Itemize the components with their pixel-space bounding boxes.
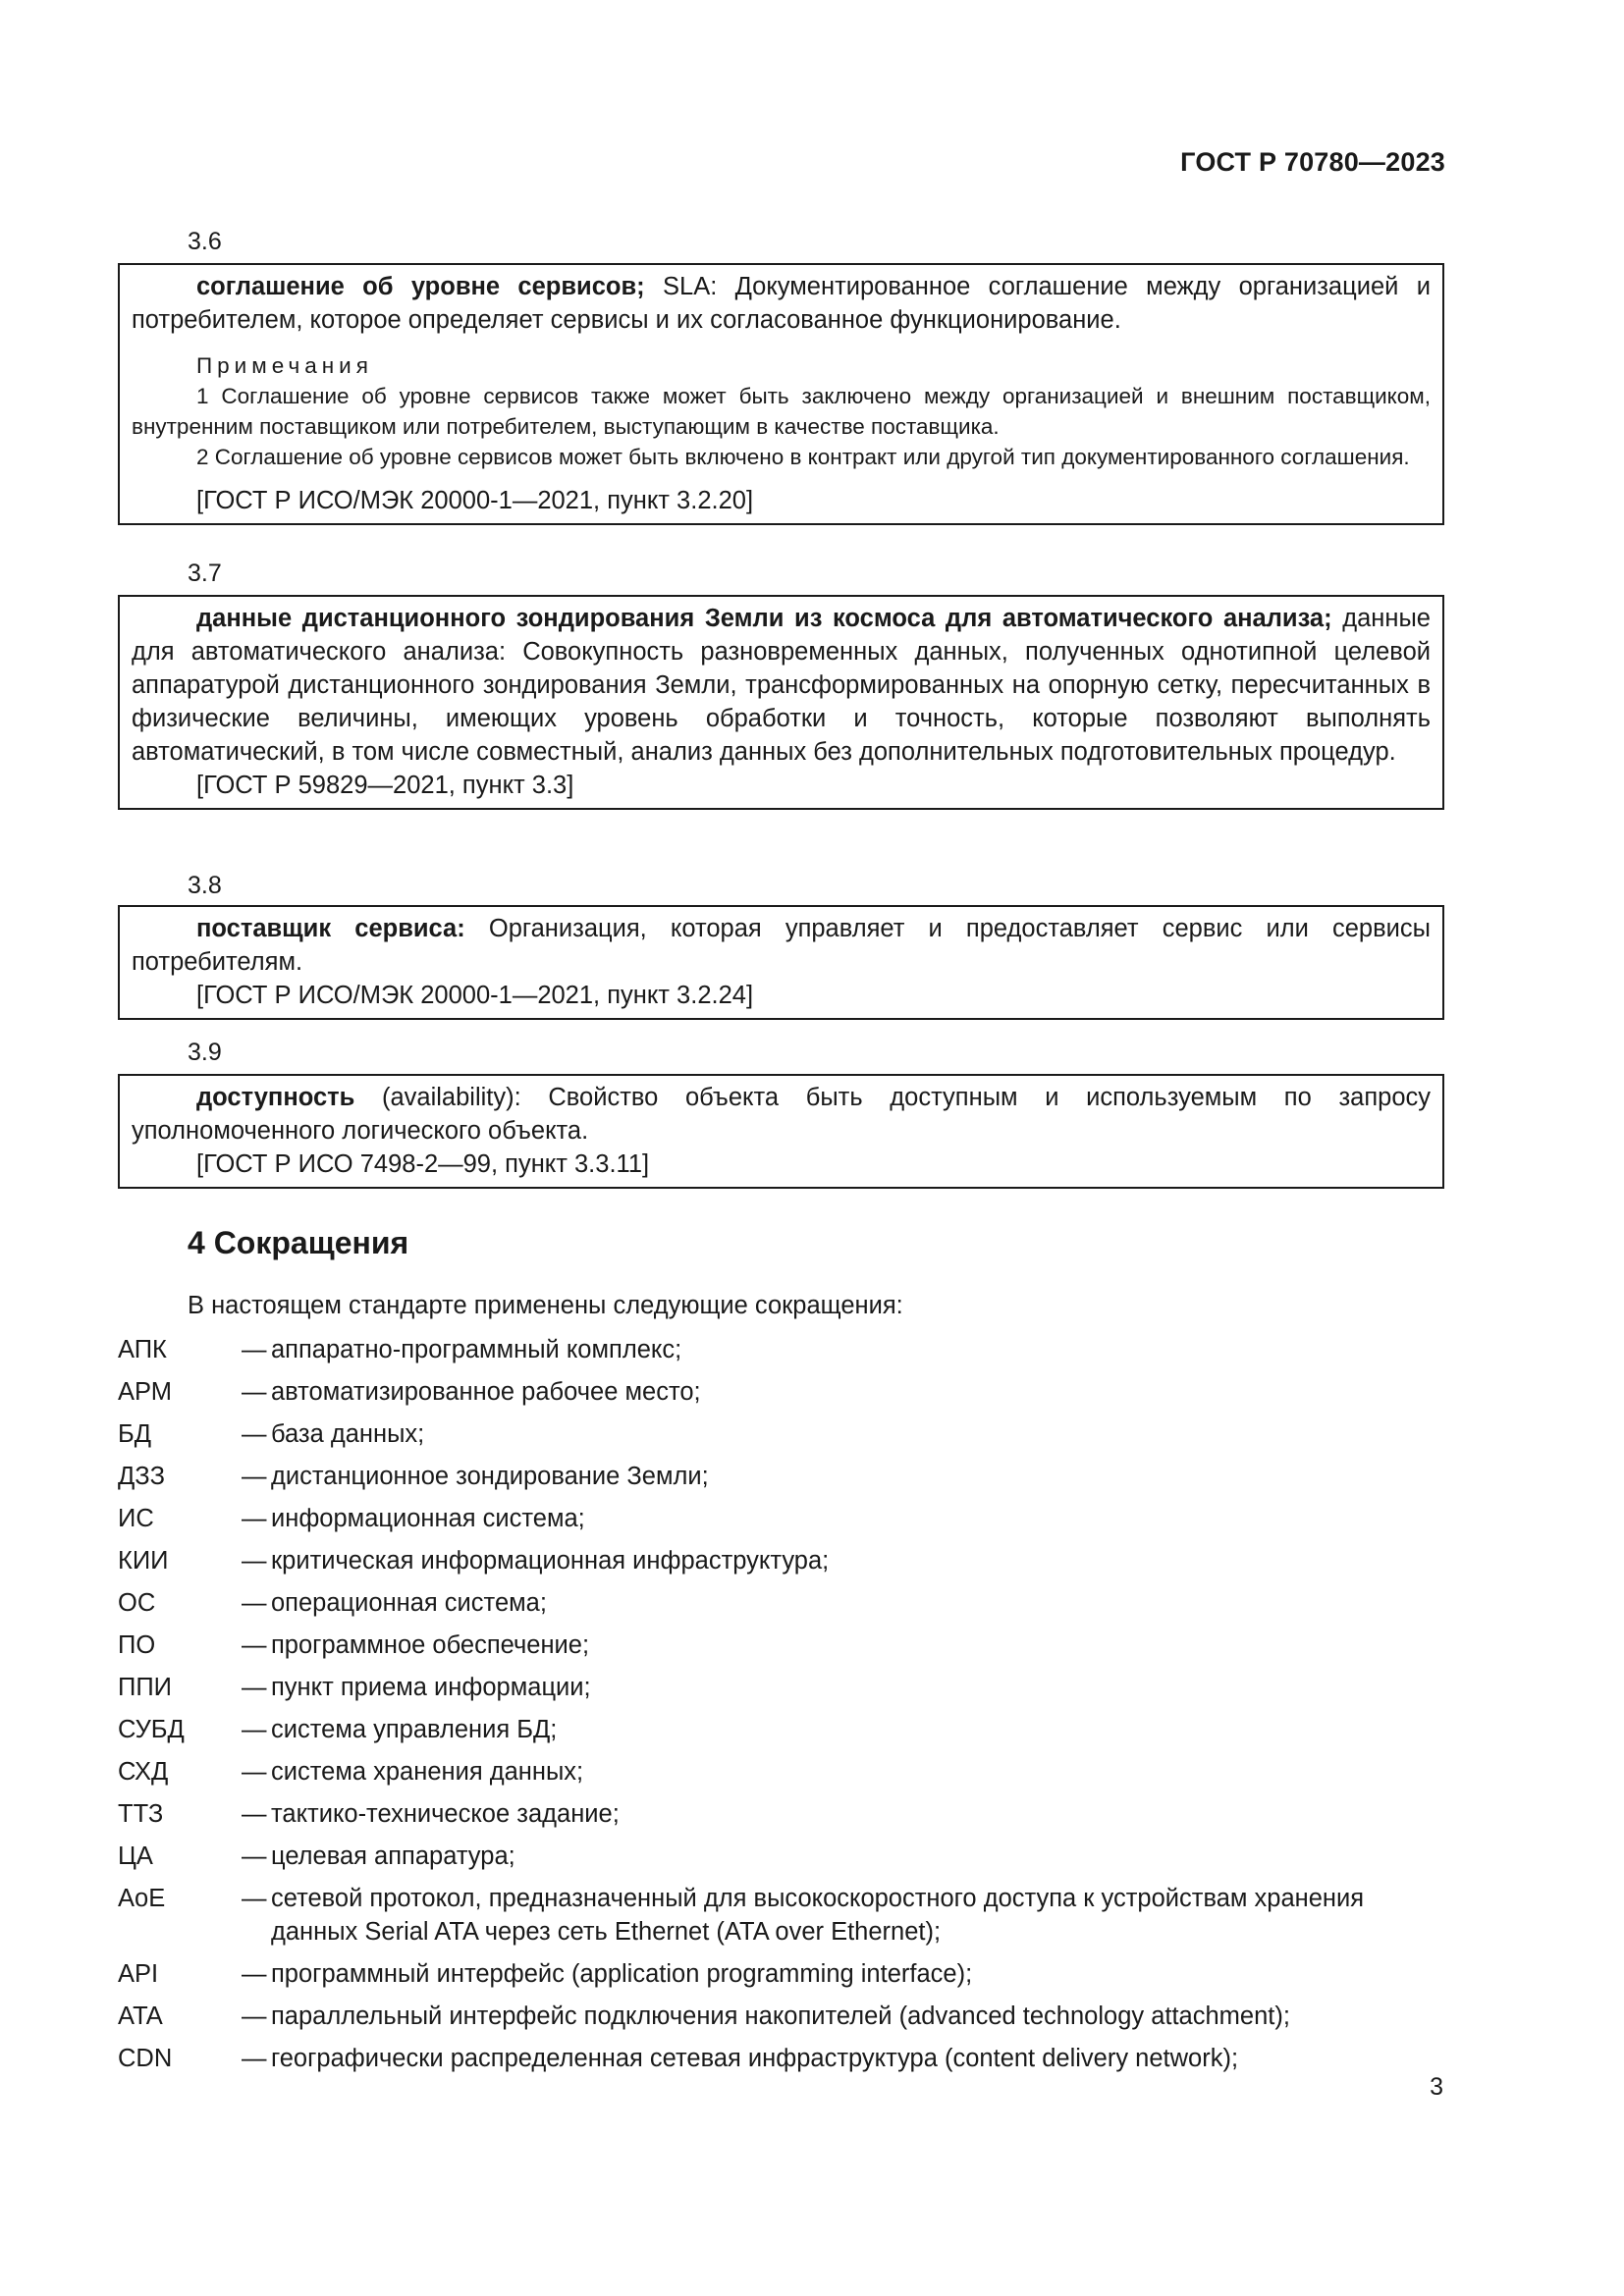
em-dash: — xyxy=(242,1336,267,1363)
em-dash: — xyxy=(242,1589,267,1617)
abbreviation-description: операционная система; xyxy=(271,1589,547,1617)
term-source: [ГОСТ Р 59829—2021, пункт 3.3] xyxy=(196,772,574,799)
page-number: 3 xyxy=(1430,2073,1443,2101)
abbreviation-description: критическая информационная инфраструктура; xyxy=(271,1547,830,1575)
em-dash: — xyxy=(242,1631,267,1659)
term-definition xyxy=(132,912,1431,979)
abbreviation-description: дистанционное зондирование Земли; xyxy=(271,1463,709,1490)
definition-text: SLA: Документированное соглашение между организацией и потребителем, которое определяет сервисы и их согласованное функционирование. xyxy=(132,273,1431,334)
term-number: 3.9 xyxy=(188,1039,222,1066)
abbreviation-row xyxy=(118,1840,1444,1882)
abbreviation-term: ATA xyxy=(118,2002,163,2030)
em-dash: — xyxy=(242,1842,267,1870)
abbreviation-row xyxy=(118,1629,1444,1671)
abbreviation-term: AoE xyxy=(118,1885,166,1912)
abbreviation-description: система хранения данных; xyxy=(271,1758,584,1786)
abbreviation-row xyxy=(118,1957,1444,2000)
term-box-3-6 xyxy=(118,263,1444,525)
note-item: 2 Соглашение об уровне сервисов может быть включено в контракт или другой тип документированного соглашения. xyxy=(196,445,1410,469)
notes-title: Примечания xyxy=(196,353,373,378)
abbreviation-description: автоматизированное рабочее место; xyxy=(271,1378,701,1406)
abbreviation-row xyxy=(118,1797,1444,1840)
abbreviation-row xyxy=(118,1333,1444,1375)
section-title: 4 Сокращения xyxy=(188,1225,409,1260)
abbreviation-term: CDN xyxy=(118,2045,173,2072)
definition-text: (availability): Свойство объекта быть доступным и используемым по запросу уполномоченного логического объекта. xyxy=(132,1084,1432,1145)
abbreviation-description: программное обеспечение; xyxy=(271,1631,590,1659)
abbreviation-description: база данных; xyxy=(271,1420,425,1448)
abbreviation-description: географически распределенная сетевая инфраструктура (content delivery network); xyxy=(271,2045,1239,2072)
em-dash: — xyxy=(242,1758,267,1786)
abbreviation-term: ИС xyxy=(118,1505,154,1532)
definition-text: данные для автоматического анализа: Совокупность разновременных данных, полученных однотипной целевой аппаратурой дистанционного зондирования Земли, трансформированных на опорную сетку, пересчитанных в физические величины, имеющих уровень обработки и точность, которые позволяют выполнять автоматический, в том числе совместный, анализ данных без дополнительных подготовительных процедур. xyxy=(132,605,1431,766)
abbreviation-description: программный интерфейс (application programming interface); xyxy=(271,1960,973,1988)
term-name: поставщик сервиса: xyxy=(196,915,465,942)
abbreviation-row xyxy=(118,1882,1444,1957)
term-definition xyxy=(132,1081,1431,1148)
abbreviation-term: ПО xyxy=(118,1631,156,1659)
abbreviation-description: сетевой протокол, предназначенный для высокоскоростного доступа к устройствам хранения данных Serial ATA через сеть Ethernet (ATA over Ethernet); xyxy=(271,1885,1365,1946)
term-definition xyxy=(132,602,1431,769)
abbreviation-description: тактико-техническое задание; xyxy=(271,1800,620,1828)
abbreviation-term: АПК xyxy=(118,1336,167,1363)
em-dash: — xyxy=(242,1960,267,1988)
abbreviation-term: ОС xyxy=(118,1589,156,1617)
term-name: данные дистанционного зондирования Земли из космоса для автоматического анализа; xyxy=(196,605,1332,632)
abbreviation-description: система управления БД; xyxy=(271,1716,558,1743)
definition-text: Организация, которая управляет и предоставляет сервис или сервисы потребителям. xyxy=(132,915,1431,976)
abbreviation-row xyxy=(118,1586,1444,1629)
abbreviation-term: ДЗЗ xyxy=(118,1463,166,1490)
abbreviation-term: БД xyxy=(118,1420,152,1448)
abbreviation-description: аппаратно-программный комплекс; xyxy=(271,1336,682,1363)
abbreviation-row xyxy=(118,1671,1444,1713)
term-name: соглашение об уровне сервисов; xyxy=(196,273,645,300)
abbreviation-term: СХД xyxy=(118,1758,169,1786)
term-source: [ГОСТ Р ИСО/МЭК 20000-1—2021, пункт 3.2.20] xyxy=(196,487,754,514)
em-dash: — xyxy=(242,1463,267,1490)
notes-block xyxy=(132,350,1431,472)
em-dash: — xyxy=(242,2045,267,2072)
abbreviation-term: API xyxy=(118,1960,159,1988)
abbreviation-term: ТТЗ xyxy=(118,1800,164,1828)
abbreviation-row xyxy=(118,1502,1444,1544)
section-intro: В настоящем стандарте применены следующие сокращения: xyxy=(188,1292,903,1319)
em-dash: — xyxy=(242,1547,267,1575)
abbreviation-term: СУБД xyxy=(118,1716,185,1743)
abbreviation-term: АРМ xyxy=(118,1378,172,1406)
em-dash: — xyxy=(242,1378,267,1406)
abbreviation-row xyxy=(118,1375,1444,1417)
note-item: 1 Соглашение об уровне сервисов также может быть заключено между организацией и внешним поставщиком, внутренним поставщиком или потребителем, выступающим в качестве поставщика. xyxy=(132,384,1431,439)
document-header: ГОСТ Р 70780—2023 xyxy=(1180,147,1445,177)
abbreviation-term: ЦА xyxy=(118,1842,153,1870)
abbreviation-description: пункт приема информации; xyxy=(271,1674,591,1701)
abbreviation-row xyxy=(118,1713,1444,1755)
em-dash: — xyxy=(242,1716,267,1743)
term-number: 3.6 xyxy=(188,228,222,255)
abbreviation-description: целевая аппаратура; xyxy=(271,1842,515,1870)
abbreviation-row xyxy=(118,1755,1444,1797)
em-dash: — xyxy=(242,1885,267,1912)
abbreviation-row xyxy=(118,2000,1444,2042)
term-source: [ГОСТ Р ИСО 7498-2—99, пункт 3.3.11] xyxy=(196,1150,650,1178)
abbreviation-row xyxy=(118,2042,1444,2084)
abbreviation-row xyxy=(118,1460,1444,1502)
em-dash: — xyxy=(242,2002,267,2030)
em-dash: — xyxy=(242,1420,267,1448)
em-dash: — xyxy=(242,1674,267,1701)
abbreviation-row xyxy=(118,1417,1444,1460)
abbreviation-list xyxy=(118,1333,1444,2084)
em-dash: — xyxy=(242,1505,267,1532)
abbreviation-row xyxy=(118,1544,1444,1586)
term-name: доступность xyxy=(196,1084,355,1111)
abbreviation-description: информационная система; xyxy=(271,1505,585,1532)
abbreviation-description: параллельный интерфейс подключения накопителей (advanced technology attachment); xyxy=(271,2002,1290,2030)
abbreviation-term: ППИ xyxy=(118,1674,172,1701)
term-number: 3.7 xyxy=(188,560,222,587)
term-box-3-9 xyxy=(118,1074,1444,1189)
abbreviation-term: КИИ xyxy=(118,1547,169,1575)
term-box-3-7 xyxy=(118,595,1444,810)
term-number: 3.8 xyxy=(188,872,222,899)
term-definition xyxy=(132,270,1431,337)
em-dash: — xyxy=(242,1800,267,1828)
term-box-3-8 xyxy=(118,905,1444,1020)
term-source: [ГОСТ Р ИСО/МЭК 20000-1—2021, пункт 3.2.24] xyxy=(196,982,754,1009)
